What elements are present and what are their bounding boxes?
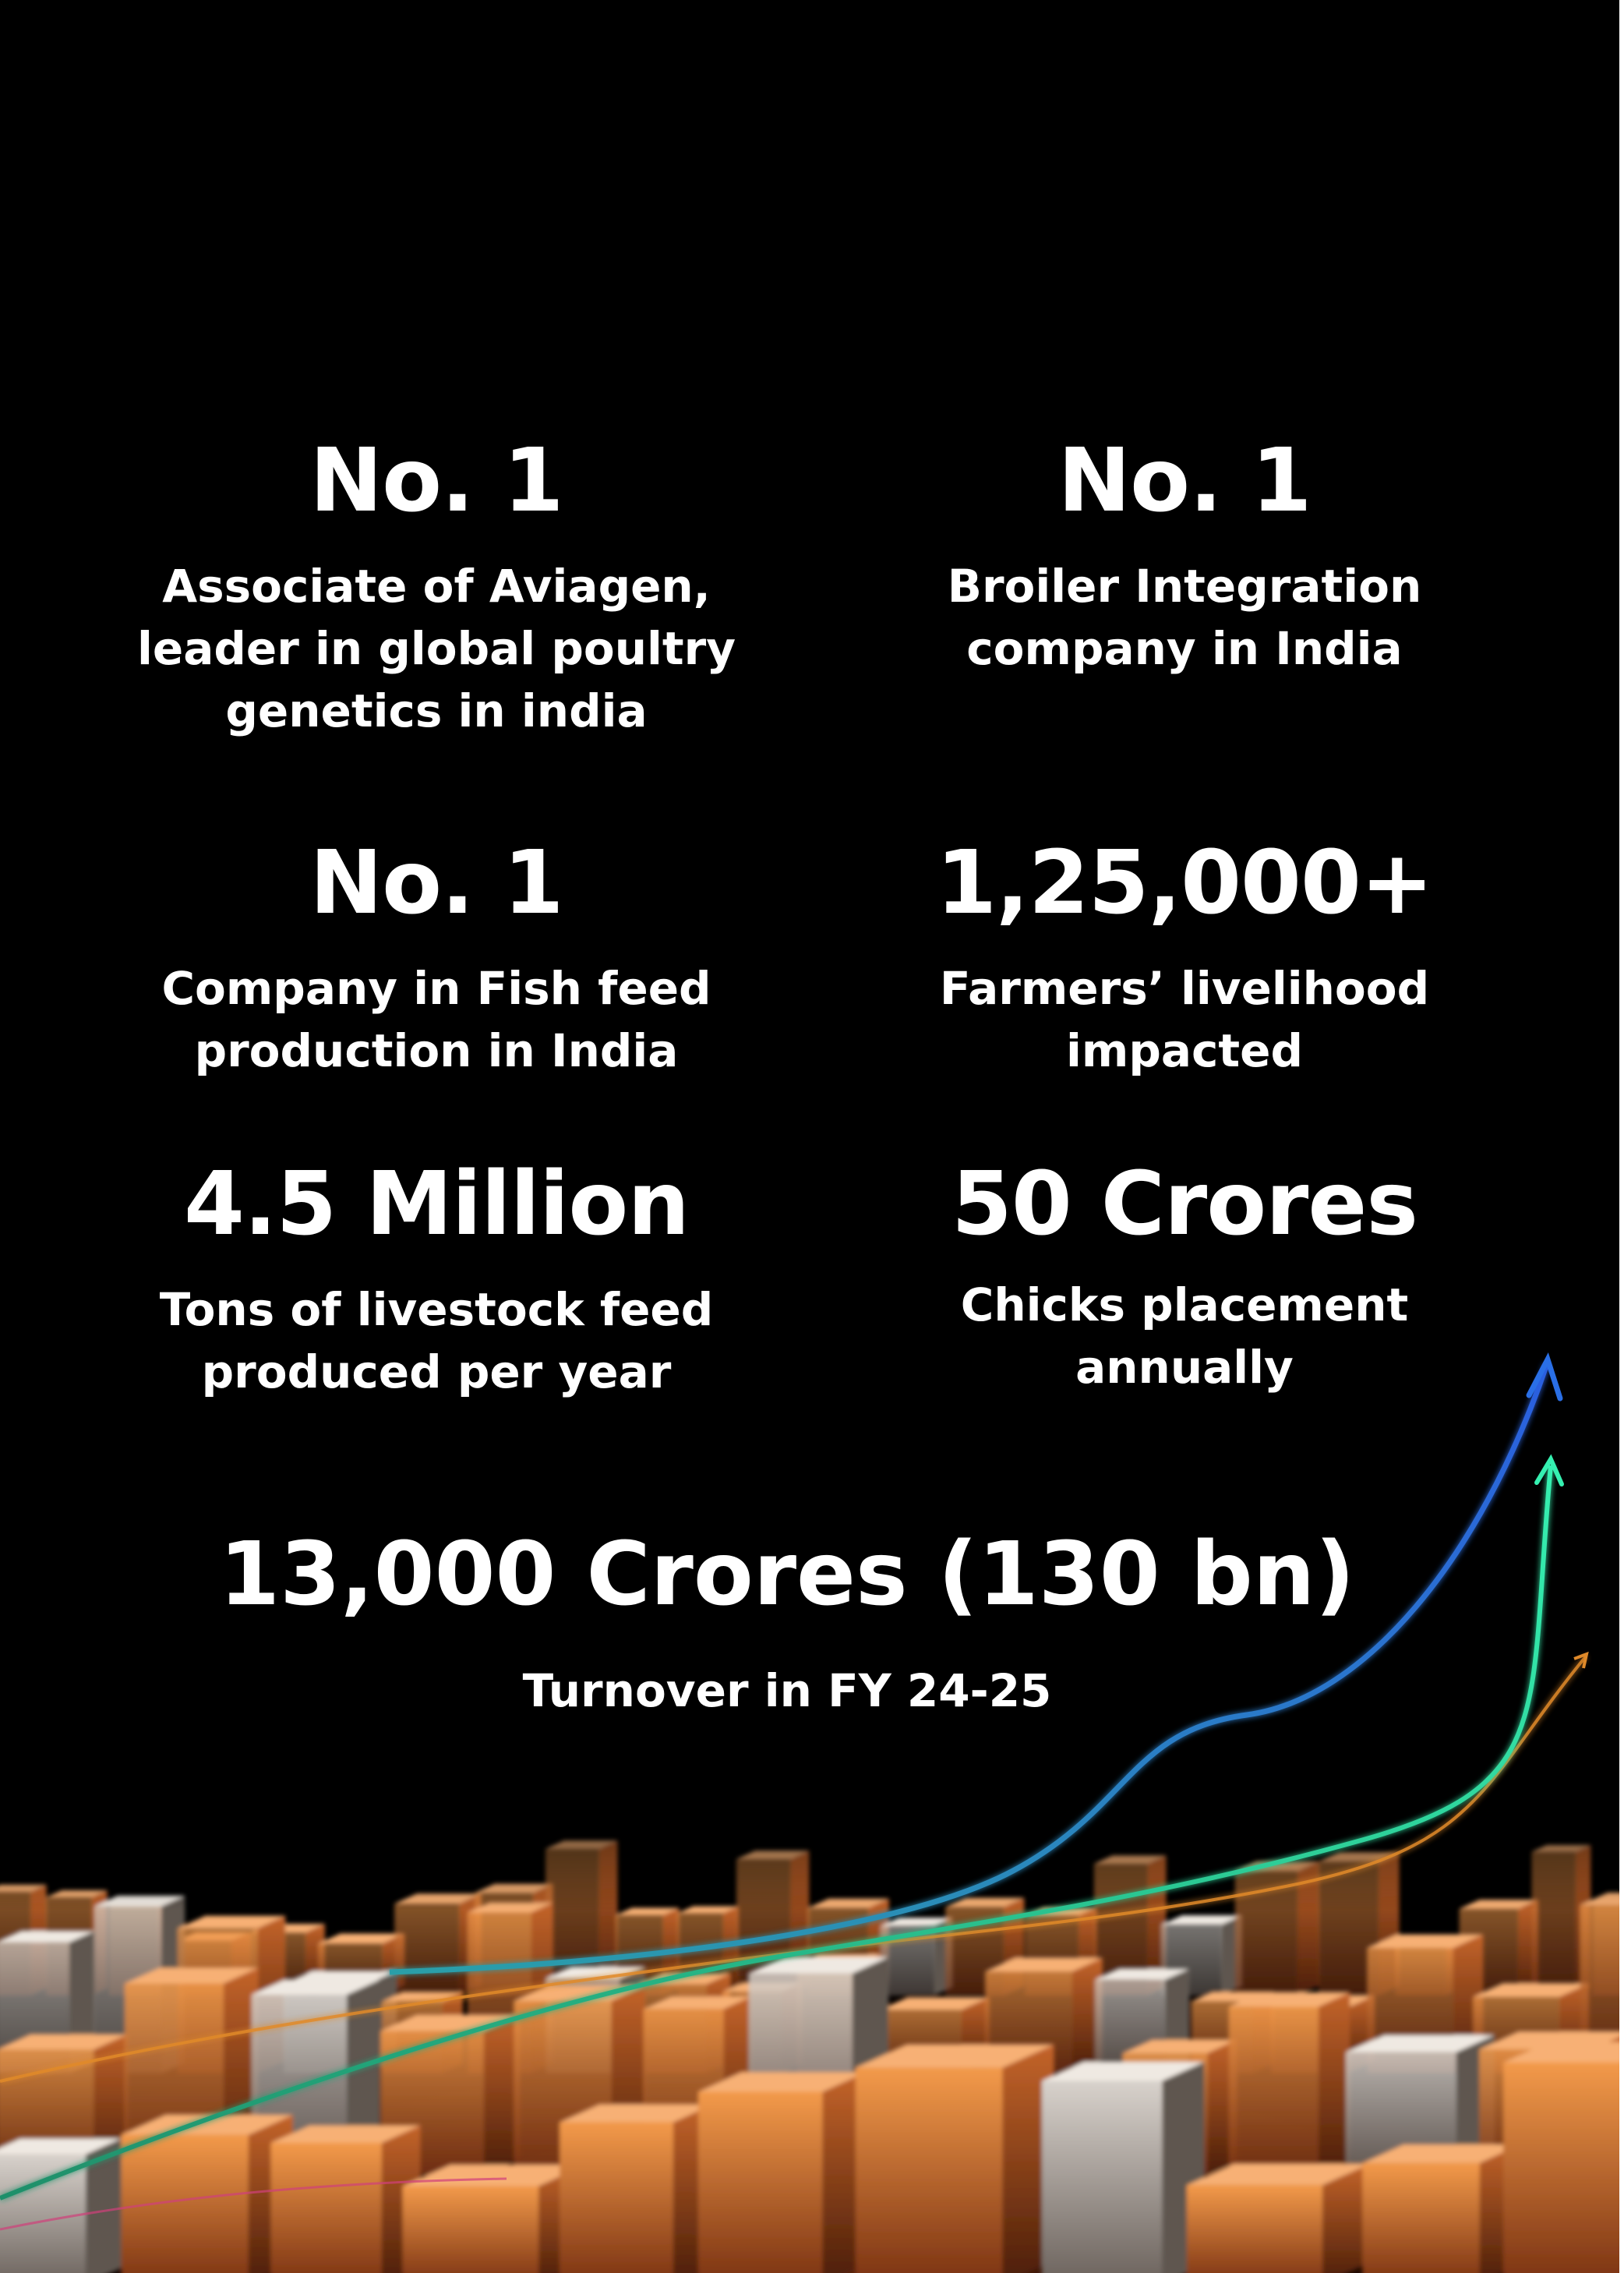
decorative-bar bbox=[1229, 2006, 1319, 2175]
decorative-bar bbox=[1362, 2163, 1480, 2273]
decorative-bar bbox=[1042, 2080, 1162, 2273]
decorative-bar bbox=[1503, 2063, 1624, 2273]
stat-value: 50 Crores bbox=[951, 1154, 1418, 1255]
stat-caption-line: production in India bbox=[194, 1024, 679, 1077]
stat-caption-line: Tons of livestock feed bbox=[159, 1283, 714, 1336]
stat-value: No. 1 bbox=[309, 832, 563, 934]
stat-value: 1,25,000+ bbox=[936, 832, 1433, 934]
stat-caption-line: Associate of Aviagen, bbox=[162, 560, 711, 613]
decorative-bar-side bbox=[1319, 1992, 1350, 2175]
stat-caption bbox=[834, 555, 1535, 680]
stat-value: No. 1 bbox=[309, 430, 563, 532]
stat-farmers bbox=[834, 832, 1535, 1082]
stat-caption bbox=[86, 1278, 787, 1403]
decorative-bar bbox=[560, 2123, 673, 2273]
stat-turnover bbox=[0, 1524, 1574, 1722]
decorative-bar bbox=[403, 2186, 539, 2273]
decorative-bar bbox=[1187, 2185, 1322, 2273]
decorative-bar bbox=[0, 2155, 86, 2273]
stat-caption-line: Broiler Integration bbox=[947, 560, 1422, 613]
turnover-value: 13,000 Crores (130 bn) bbox=[219, 1524, 1355, 1625]
stat-caption bbox=[834, 957, 1535, 1082]
stat-broiler-integration bbox=[834, 430, 1535, 680]
decorative-bar bbox=[271, 2143, 382, 2273]
stat-caption-line: produced per year bbox=[201, 1345, 672, 1398]
stat-fish-feed bbox=[86, 832, 787, 1082]
decorative-bar bbox=[394, 1904, 459, 1996]
stat-caption bbox=[834, 1274, 1535, 1398]
decorative-bar bbox=[856, 2068, 1003, 2273]
stat-caption-line: Chicks placement bbox=[960, 1278, 1409, 1331]
stat-caption-line: Farmers’ livelihood bbox=[939, 962, 1430, 1015]
stat-caption-line: Company in Fish feed bbox=[161, 962, 711, 1015]
stat-caption bbox=[86, 957, 787, 1082]
stat-aviagen bbox=[86, 430, 787, 742]
page-edge-strip bbox=[1619, 0, 1624, 2273]
stat-caption-line: annually bbox=[1075, 1341, 1294, 1394]
stat-chicks-placement bbox=[834, 1154, 1535, 1398]
stat-value: 4.5 Million bbox=[183, 1154, 690, 1255]
turnover-caption: Turnover in FY 24-25 bbox=[522, 1664, 1052, 1717]
decorative-bar bbox=[698, 2092, 822, 2273]
stat-caption bbox=[86, 555, 787, 742]
stat-caption-line: genetics in india bbox=[225, 684, 648, 737]
stat-livestock-feed bbox=[86, 1154, 787, 1403]
stat-value: No. 1 bbox=[1057, 430, 1312, 532]
stat-caption-line: impacted bbox=[1066, 1024, 1303, 1077]
decorative-bar bbox=[121, 2135, 248, 2273]
stat-caption-line: company in India bbox=[966, 622, 1403, 675]
stat-caption-line: leader in global poultry bbox=[136, 622, 736, 675]
